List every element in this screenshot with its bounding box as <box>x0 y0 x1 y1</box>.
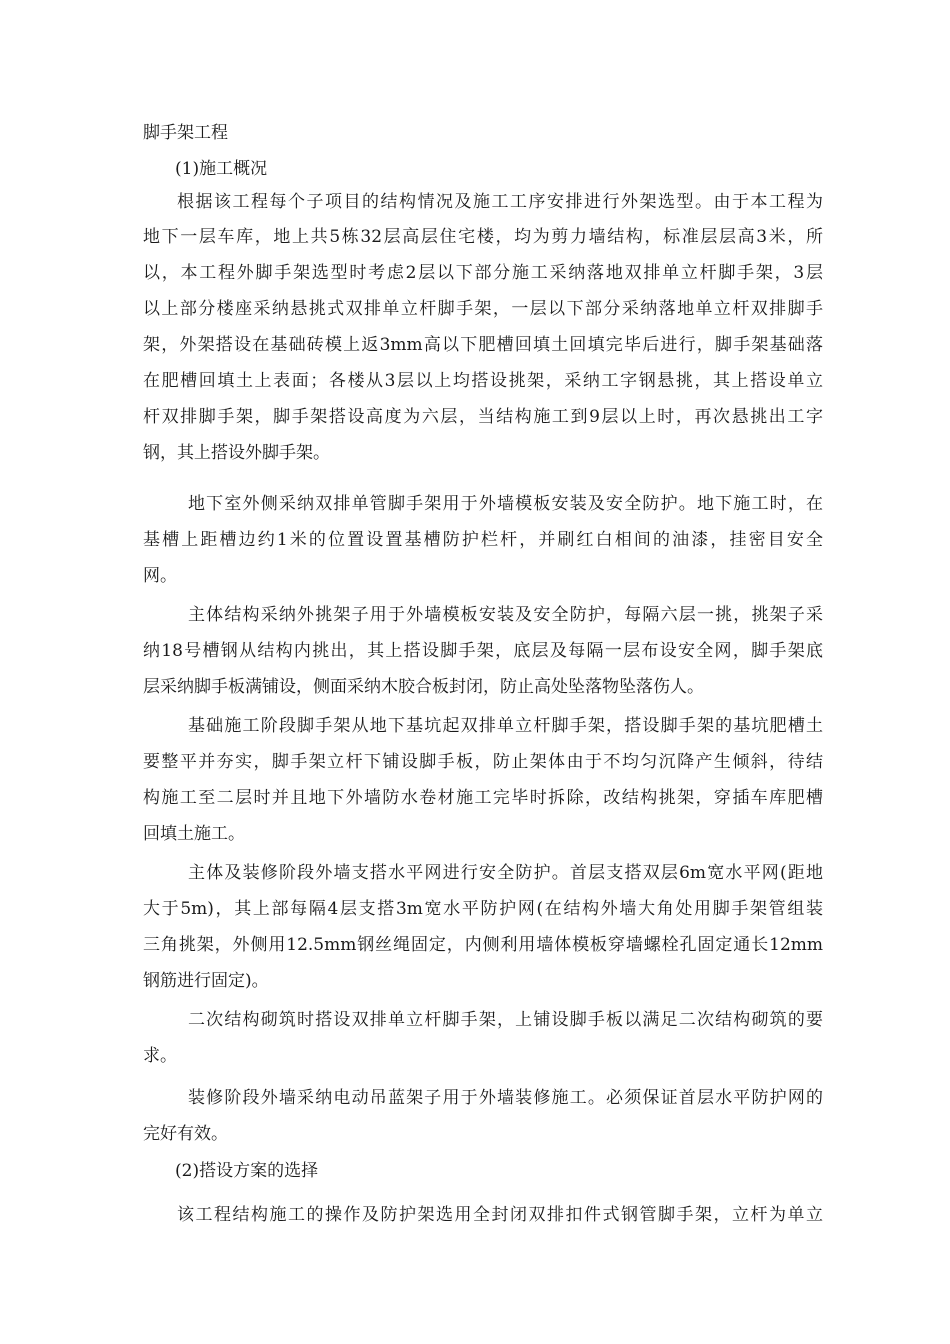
paragraph-line: 求。 <box>143 1046 177 1066</box>
paragraph-line: 大于5m)，其上部每隔4层支搭3m宽水平防护网(在结构外墙大角处用脚手架管组装 <box>143 899 823 919</box>
paragraph-line: 主体结构采纳外挑架子用于外墙模板安装及安全防护，每隔六层一挑，挑架子采 <box>188 605 823 625</box>
paragraph-line: 架，外架搭设在基础砖模上返3mm高以下肥槽回填土回填完毕后进行，脚手架基础落 <box>143 335 823 355</box>
paragraph-line: 该工程结构施工的操作及防护架选用全封闭双排扣件式钢管脚手架，立杆为单立 <box>177 1205 823 1225</box>
paragraph-line: 基础施工阶段脚手架从地下基坑起双排单立杆脚手架，搭设脚手架的基坑肥槽土 <box>188 716 823 736</box>
paragraph-line: 主体及装修阶段外墙支搭水平网进行安全防护。首层支搭双层6m宽水平网(距地 <box>188 863 823 883</box>
paragraph-line: 纳18号槽钢从结构内挑出，其上搭设脚手架，底层及每隔一层布设安全网，脚手架底 <box>143 641 823 661</box>
paragraph-line: 基槽上距槽边约1米的位置设置基槽防护栏杆，并刷红白相间的油漆，挂密目安全 <box>143 530 823 550</box>
paragraph-line: 网。 <box>143 566 177 586</box>
paragraph-line: 以，本工程外脚手架选型时考虑2层以下部分施工采纳落地双排单立杆脚手架，3层 <box>143 263 823 283</box>
paragraph-line: 回填土施工。 <box>143 824 245 844</box>
paragraph-line: 构施工至二层时并且地下外墙防水卷材施工完毕时拆除，改结构挑架，穿插车库肥槽 <box>143 788 823 808</box>
section-heading-2: (2)搭设方案的选择 <box>175 1161 319 1181</box>
paragraph-line: 层采纳脚手板满铺设，侧面采纳木胶合板封闭，防止高处坠落物坠落伤人。 <box>143 677 704 697</box>
paragraph-line: 要整平并夯实，脚手架立杆下铺设脚手板，防止架体由于不均匀沉降产生倾斜，待结 <box>143 752 823 772</box>
paragraph-line: 地下一层车库，地上共5栋32层高层住宅楼，均为剪力墙结构，标准层层高3米，所 <box>143 227 823 247</box>
section-heading-1: (1)施工概况 <box>175 159 268 179</box>
paragraph-line: 三角挑架，外侧用12.5mm钢丝绳固定，内侧利用墙体模板穿墙螺栓孔固定通长12mm <box>143 935 823 955</box>
paragraph-line: 钢，其上搭设外脚手架。 <box>143 443 330 463</box>
paragraph-line: 钢筋进行固定)。 <box>143 971 269 991</box>
paragraph-line: 二次结构砌筑时搭设双排单立杆脚手架，上铺设脚手板以满足二次结构砌筑的要 <box>188 1010 823 1030</box>
document-title: 脚手架工程 <box>143 123 228 143</box>
paragraph-line: 在肥槽回填土上表面；各楼从3层以上均搭设挑架，采纳工字钢悬挑，其上搭设单立 <box>143 371 823 391</box>
paragraph-line: 完好有效。 <box>143 1124 228 1144</box>
paragraph-line: 以上部分楼座采纳悬挑式双排单立杆脚手架，一层以下部分采纳落地单立杆双排脚手 <box>143 299 823 319</box>
paragraph-line: 杆双排脚手架，脚手架搭设高度为六层，当结构施工到9层以上时，再次悬挑出工字 <box>143 407 823 427</box>
paragraph-line: 根据该工程每个子项目的结构情况及施工工序安排进行外架选型。由于本工程为 <box>177 192 823 212</box>
paragraph-line: 装修阶段外墙采纳电动吊蓝架子用于外墙装修施工。必须保证首层水平防护网的 <box>188 1088 823 1108</box>
paragraph-line: 地下室外侧采纳双排单管脚手架用于外墙模板安装及安全防护。地下施工时，在 <box>188 494 823 514</box>
